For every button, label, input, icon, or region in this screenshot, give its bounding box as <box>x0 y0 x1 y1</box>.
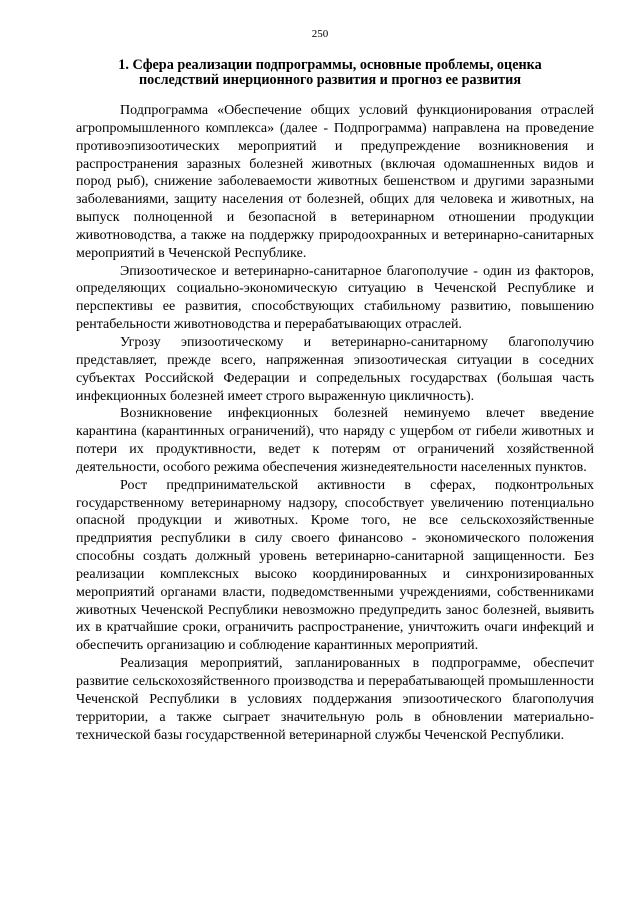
paragraph: Реализация мероприятий, запланированных в подпрограмме, обеспечит развитие сельскохозяйственного производства и перерабатывающей промышленности Чеченской Республики в условиях поддержания эпизоотического благополучия территории, а также сыграет значительную роль в обновлении материально-технической базы государственной ветеринарной службы Чеченской Республики. <box>76 656 594 743</box>
document-body <box>76 102 594 744</box>
page-number: 250 <box>311 28 329 40</box>
paragraph: Возникновение инфекционных болезней неминуемо влечет введение карантина (карантинных ограничений), что наряду с ущербом от гибели животных и потери их продуктивности, ведет к потерям от ограничений хозяйственной деятельности, особого режима обеспечения жизнедеятельности населенных пунктов. <box>76 406 594 475</box>
paragraph: Эпизоотическое и ветеринарно-санитарное благополучие - один из факторов, определяющих социально-экономическую ситуацию в Чеченской Республике и перспективы ее развития, способствующих стабильному развитию, повышению рентабельности животноводства и перерабатывающих отраслей. <box>76 263 594 333</box>
paragraph: Угрозу эпизоотическому и ветеринарно-санитарному благополучию представляет, прежде всего, напряженная эпизоотическая ситуации в соседних субъектах Российской Федерации и сопредельных государствах (большая часть инфекционных болезней имеет строго выраженную цикличность). <box>76 334 594 404</box>
paragraph: Рост предпринимательской активности в сферах, подконтрольных государственному ветеринарному надзору, способствует увеличению потенциально опасной продукции и животных. Кроме того, не все сельскохозяйственные предприятия республики в силу своего финансово - экономического положения способны создать должный уровень ветеринарно-санитарной защищенности. Без реализации комплексных высоко координированных и синхронизированных мероприятий органами власти, подведомственными учреждениями, собственниками животных Чеченской Республики невозможно предупредить занос болезней, выявить их в кратчайшие сроки, ограничить распространение, уничтожить очаги инфекций и обеспечить организацию и соблюдение карантинных мероприятий. <box>76 477 594 654</box>
paragraph: Подпрограмма «Обеспечение общих условий функционирования отраслей агропромышленного комплекса» (далее - Подпрограмма) направлена на проведение противоэпизоотических мероприятий и предупреждение возникновения и распространения заразных болезней животных (включая одомашненных видов и пород рыб), снижение заболеваемости животных бешенством и другими заразными заболеваниями, защиту населения от болезней, общих для человека и животных, на выпуск полноценной и безопасной в ветеринарном отношении продукции животноводства, а также на поддержку природоохранных и ветеринарно-санитарных мероприятий в Чеченской Республике. <box>76 103 594 261</box>
section-heading: 1. Сфера реализации подпрограммы, основные проблемы, оценка последствий инерционного развития и прогноз ее развития <box>118 57 542 88</box>
